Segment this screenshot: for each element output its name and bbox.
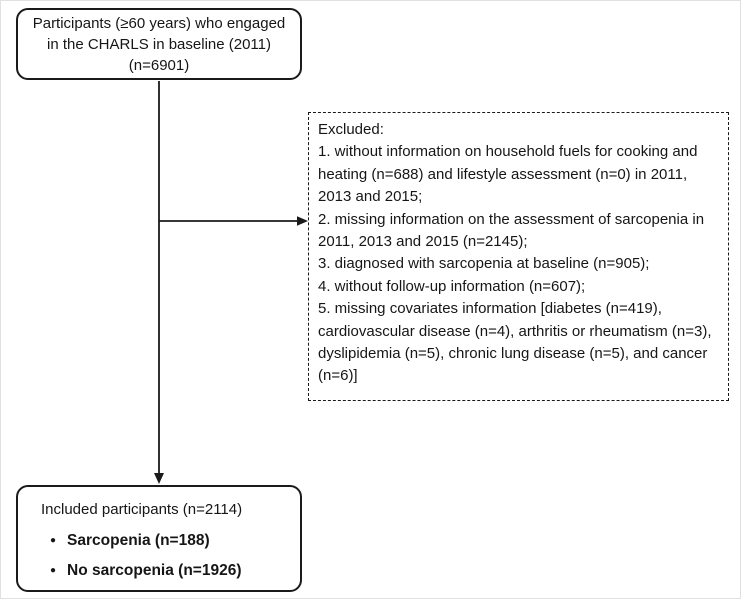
down-arrowhead-icon: [154, 473, 164, 484]
excluded-item-3: 3. diagnosed with sarcopenia at baseline (n=905);: [318, 255, 650, 273]
baseline-participants-box: [16, 8, 302, 80]
excluded-item-4: 4. without follow-up information (n=607);: [318, 277, 586, 295]
excluded-item-2: 2. missing information on the assessment of sarcopenia in 2011, 2013 and 2015 (n=2145);: [318, 210, 705, 251]
baseline-participants-count: (n=6901): [128, 56, 190, 74]
right-arrowhead-icon: [297, 216, 308, 226]
included-groups-list: [50, 530, 292, 583]
excluded-box: [308, 112, 729, 401]
baseline-participants-line-1: Participants (≥60 years) who engaged: [32, 14, 286, 32]
no-sarcopenia-group-count: ● No sarcopenia (n=1926): [50, 560, 292, 583]
excluded-item-5: 5. missing covariates information [diabetes (n=419), cardiovascular disease (n=4), arthritis or rheumatism (n=3), dyslipidemia (n=5), chronic lung disease (n=5), and cancer (n=6)]: [318, 300, 712, 385]
baseline-participants-line-2: in the CHARLS in baseline (2011): [46, 35, 271, 53]
sarcopenia-group-count: ● Sarcopenia (n=188): [50, 530, 292, 553]
included-participants-box: [16, 485, 302, 592]
included-participants-title: Included participants (n=2114): [41, 501, 243, 518]
excluded-item-1: 1. without information on household fuels for cooking and heating (n=688) and lifestyle assessment (n=0) in 2011, 2013 and 2015;: [318, 143, 698, 206]
excluded-title: Excluded:: [318, 121, 384, 138]
